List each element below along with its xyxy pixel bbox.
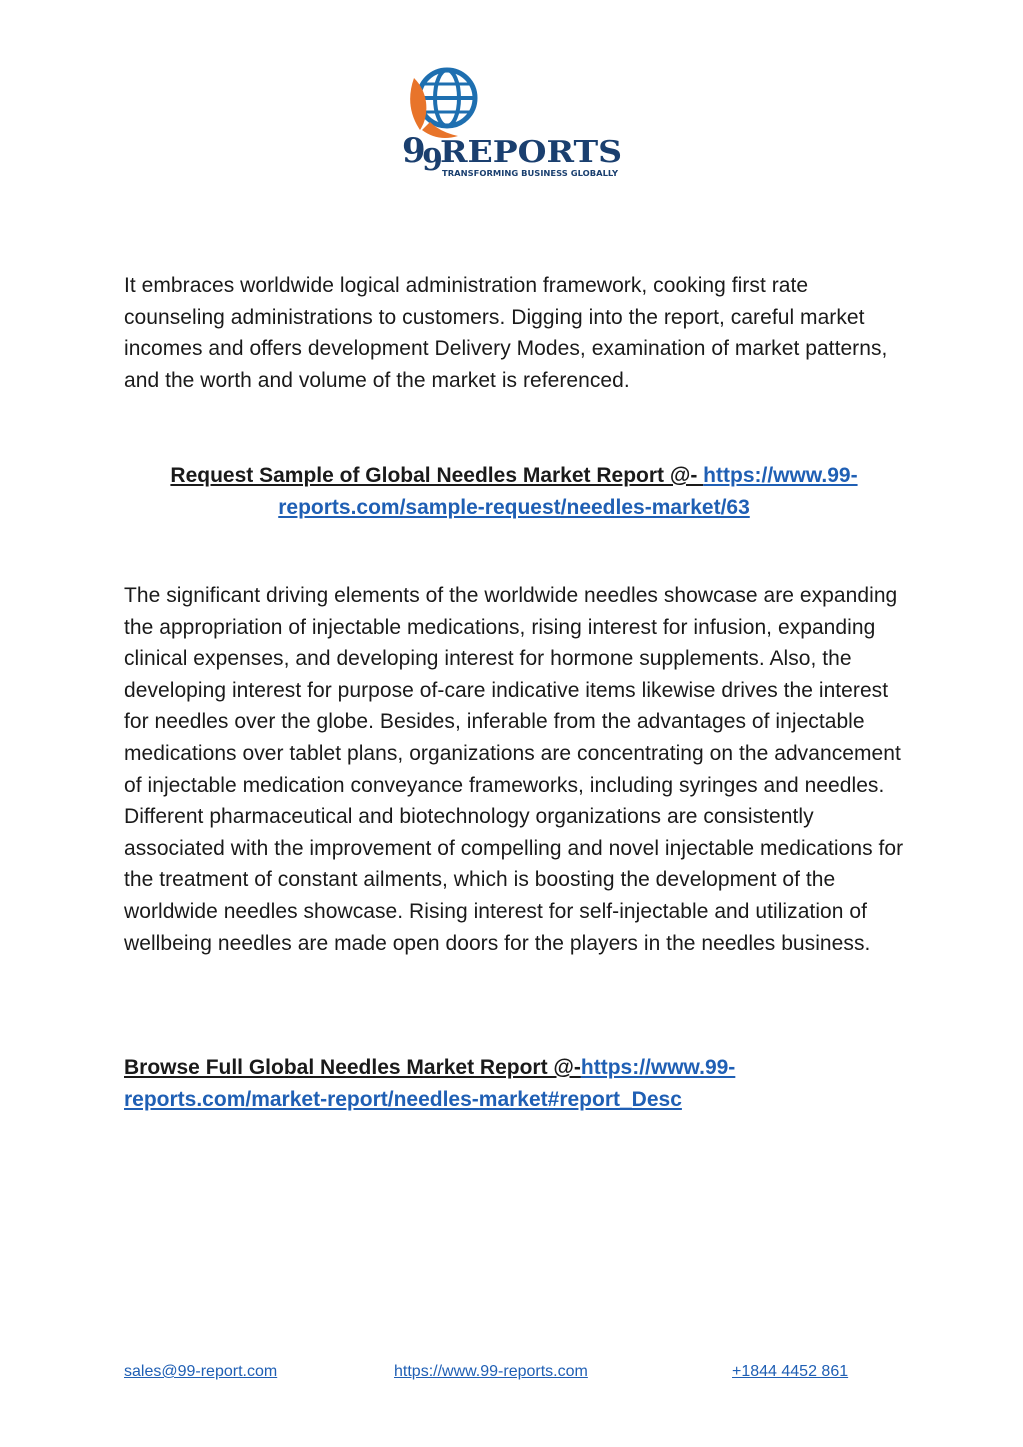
request-sample-line: [124, 460, 904, 524]
page-footer: [124, 1363, 904, 1387]
logo-brand-text: REPORTS: [440, 135, 622, 170]
intro-paragraph: It embraces worldwide logical administration framework, cooking first rate counseling administrations to customers. Digging into the report, careful market incomes and offers development Delivery Modes, examination of market patterns, and the worth and volume of the market is referenced.: [124, 274, 888, 392]
svg-text:9: 9: [422, 143, 443, 178]
request-sample-link[interactable]: https://www.99-reports.com/sample-request/needles-market/63: [278, 464, 858, 519]
footer-phone-link[interactable]: +1844 4452 861: [732, 1363, 849, 1380]
footer-website-link[interactable]: https://www.99-reports.com: [394, 1363, 588, 1380]
footer-email-link[interactable]: sales@99-report.com: [124, 1363, 278, 1380]
browse-report-line: [124, 1052, 904, 1116]
svg-text:9: 9: [402, 131, 426, 171]
logo-tagline: TRANSFORMING BUSINESS GLOBALLY: [442, 169, 619, 178]
company-logo: [400, 58, 628, 188]
browse-report-link[interactable]: https://www.99-reports.com/market-report/needles-market#report_Desc: [124, 1056, 736, 1111]
browse-report-label: Browse Full Global Needles Market Report @-: [124, 1056, 581, 1079]
request-sample-label: Request Sample of Global Needles Market Report @-: [170, 464, 704, 487]
globe-icon: [410, 70, 475, 138]
drivers-paragraph: The significant driving elements of the worldwide needles showcase are expanding the appropriation of injectable medications, rising interest for infusion, expanding clinical expenses, and developing interest for hormone supplements. Also, the developing interest for purpose of-care indicative items likewise drives the interest for needles over the globe. Besides, inferable from the advantages of injectable medications over tablet plans, organizations are concentrating on the advancement of injectable medication conveyance frameworks, including syringes and needles. Different pharmaceutical and biotechnology organizations are consistently associated with the improvement of compelling and novel injectable medications for the treatment of constant ailments, which is boosting the development of the worldwide needles showcase. Rising interest for self-injectable and utilization of wellbeing needles are made open doors for the players in the needles business.: [124, 584, 904, 955]
